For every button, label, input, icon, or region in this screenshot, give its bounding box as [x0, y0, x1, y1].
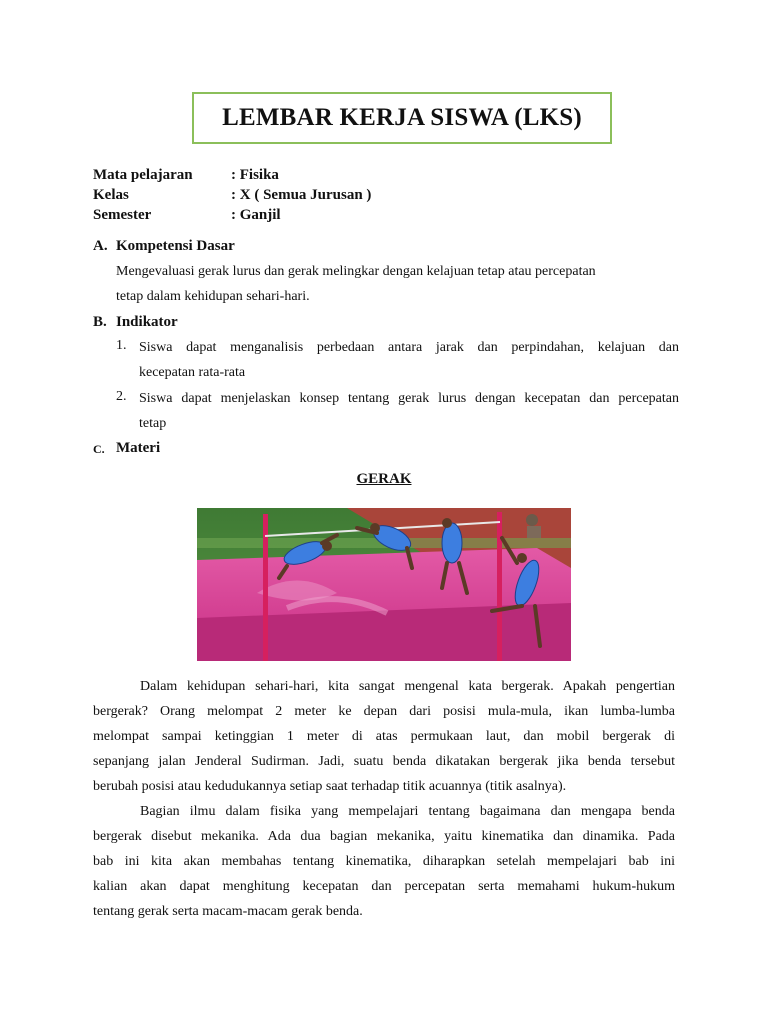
text-line: Bagian ilmu dalam fisika yang mempelajari tentang bagaimana dan mengapa benda: [140, 804, 675, 819]
meta-value: : X ( Semua Jurusan ): [231, 187, 372, 203]
text-line: tetap dalam kehidupan sehari-hari.: [116, 289, 310, 304]
text-line: Siswa dapat menjelaskan konsep tentang gerak lurus dengan kecepatan dan percepatan: [139, 391, 679, 406]
text-line: berubah posisi atau kedudukannya setiap saat terhadap titik acuannya (titik asalnya).: [93, 779, 567, 794]
list-number: 1.: [116, 338, 127, 353]
text-line: kalian akan dapat menghitung kecepatan dan percepatan serta memahami hukum-hukum: [93, 879, 675, 894]
section-letter: B.: [93, 314, 107, 330]
section-title: Materi: [116, 440, 161, 456]
section-a-heading: [93, 238, 235, 255]
materi-heading: GERAK: [356, 471, 412, 487]
text-line: bergerak disebut mekanika. Ada dua bagian mekanika, yaitu kinematika dan dinamika. Pada: [93, 829, 675, 844]
text-line: tetap: [139, 416, 167, 431]
meta-label: Mata pelajaran: [93, 167, 193, 183]
text-line: tentang gerak serta macam-macam gerak benda.: [93, 904, 363, 919]
indicator-item-1: [139, 335, 679, 385]
meta-row-subject: [93, 167, 371, 187]
section-b-heading: [93, 314, 178, 331]
text-line: bab ini kita akan membahas tentang kinematika, diharapkan setelah mempelajari bab ini: [93, 854, 675, 869]
section-letter: C.: [93, 442, 105, 456]
meta-label: Kelas: [93, 187, 129, 203]
page-title: LEMBAR KERJA SISWA (LKS): [222, 104, 582, 131]
meta-value: : Fisika: [231, 167, 279, 183]
list-number: 2.: [116, 389, 127, 404]
text-line: Siswa dapat menganalisis perbedaan antara jarak dan perpindahan, kelajuan dan: [139, 340, 679, 355]
text-line: Mengevaluasi gerak lurus dan gerak melingkar dengan kelajuan tetap atau percepatan: [116, 264, 596, 279]
section-title: Kompetensi Dasar: [116, 238, 235, 254]
meta-row-semester: [93, 207, 371, 227]
section-title: Indikator: [116, 314, 178, 330]
meta-info: [93, 167, 371, 227]
section-a-text: [116, 259, 676, 309]
meta-label: Semester: [93, 207, 152, 223]
text-line: kecepatan rata-rata: [139, 365, 246, 380]
text-line: melompat sampai ketinggian 1 meter di atas permukaan laut, dan mobil bergerak di: [93, 729, 675, 744]
text-line: sepanjang jalan Jenderal Sudirman. Jadi, suatu benda dikatakan bergerak jika benda tersebut: [93, 754, 675, 769]
section-letter: A.: [93, 238, 108, 254]
meta-row-class: [93, 187, 371, 207]
text-line: bergerak? Orang melompat 2 meter ke depan dari posisi mula-mula, ikan lumba-lumba: [93, 704, 675, 719]
materi-paragraph-1: [93, 674, 675, 799]
indicator-item-2: [139, 386, 679, 436]
text-line: Dalam kehidupan sehari-hari, kita sangat mengenal kata bergerak. Apakah pengertian: [140, 679, 675, 694]
high-jump-photo: [197, 508, 571, 661]
high-jump-illustration: [197, 508, 571, 661]
title-box: [192, 92, 612, 144]
meta-value: : Ganjil: [231, 207, 281, 223]
section-c-heading: [93, 440, 160, 457]
materi-paragraph-2: [93, 799, 675, 924]
